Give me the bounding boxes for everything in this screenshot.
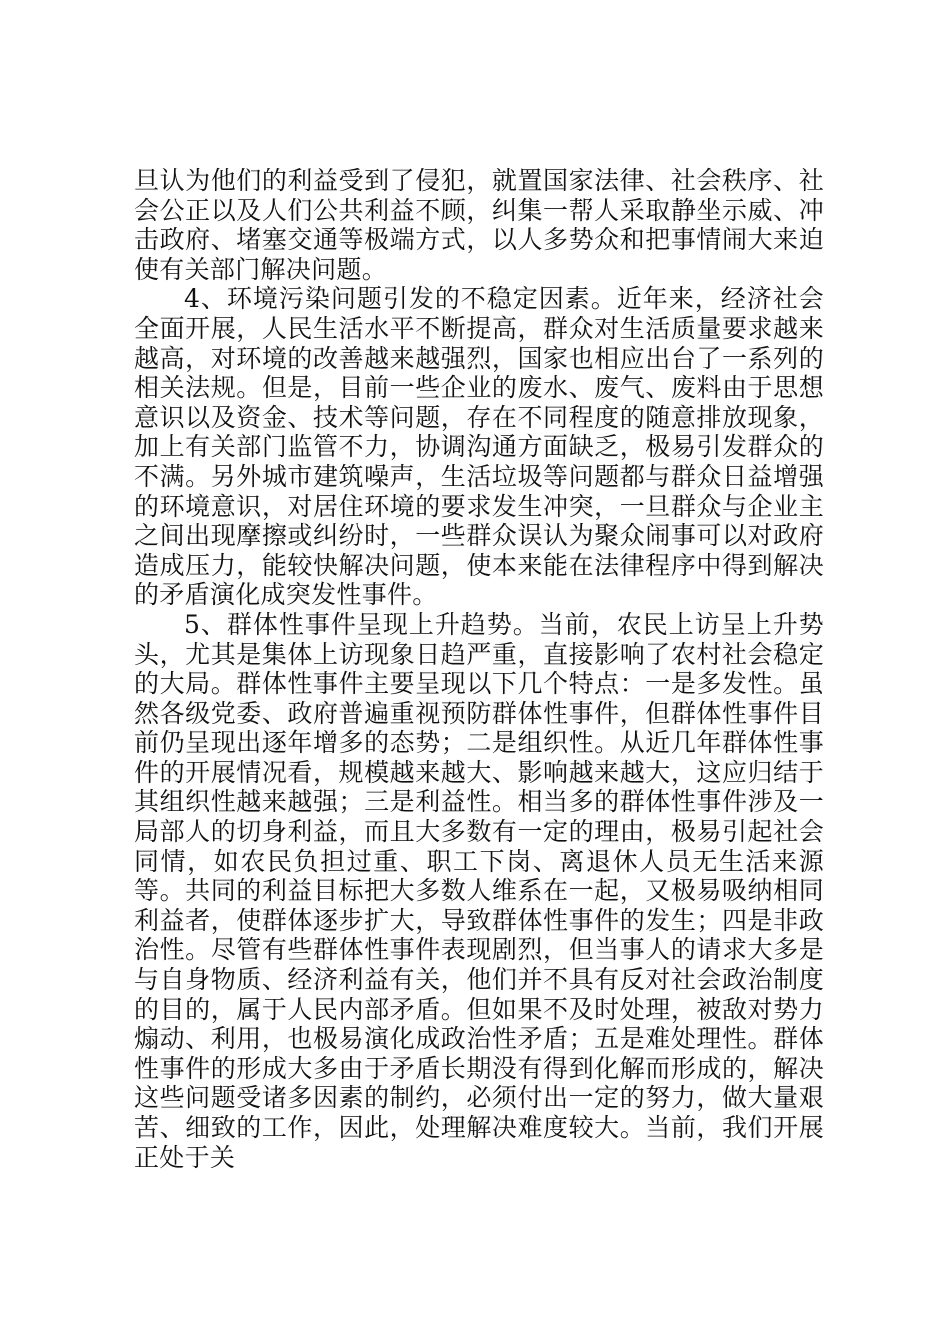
body-text	[134, 166, 824, 1172]
paragraph-group-incidents: 5、群体性事件呈现上升趋势。当前，农民上访呈上升势头，尤其是集体上访现象日趋严重，直接影响了农村社会稳定的大局。群体性事件主要呈现以下几个特点：一是多发性。虽然各级党委、政府普遍重视预防群体性事件，但群体性事件目前仍呈现出逐年增多的态势；二是组织性。从近几年群体性事件的开展情况看，规模越来越大、影响越来越大，这应归结于其组织性越来越强；三是利益性。相当多的群体性事件涉及一局部人的切身利益，而且大多数有一定的理由，极易引起社会同情，如农民负担过重、职工下岗、离退休人员无生活来源等。共同的利益目标把大多数人维系在一起，又极易吸纳相同利益者，使群体逐步扩大，导致群体性事件的发生；四是非政治性。尽管有些群体性事件表现剧烈，但当事人的请求大多是与自身物质、经济利益有关，他们并不具有反对社会政治制度的目的，属于人民内部矛盾。但如果不及时处理，被敌对势力煽动、利用，也极易演化成政治性矛盾；五是难处理性。群体性事件的形成大多由于矛盾长期没有得到化解而形成的，解决这些问题受诸多因素的制约，必须付出一定的努力，做大量艰苦、细致的工作，因此，处理解决难度较大。当前，我们开展正处于关	[134, 609, 824, 1172]
paragraph-continuation: 旦认为他们的利益受到了侵犯，就置国家法律、社会秩序、社会公正以及人们公共利益不顾，纠集一帮人采取静坐示威、冲击政府、堵塞交通等极端方式，以人多势众和把事情闹大来迫使有关部门解决问题。	[134, 166, 824, 284]
paragraph-environment: 4、环境污染问题引发的不稳定因素。近年来，经济社会全面开展，人民生活水平不断提高，群众对生活质量要求越来越高，对环境的改善越来越强烈，国家也相应出台了一系列的相关法规。但是，目前一些企业的废水、废气、废料由于思想意识以及资金、技术等问题，存在不同程度的随意排放现象，加上有关部门监管不力，协调沟通方面缺乏，极易引发群众的不满。另外城市建筑噪声，生活垃圾等问题都与群众日益增强的环境意识，对居住环境的要求发生冲突，一旦群众与企业主之间出现摩擦或纠纷时，一些群众误认为聚众闹事可以对政府造成压力，能较快解决问题，使本来能在法律程序中得到解决的矛盾演化成突发性事件。	[134, 284, 824, 610]
